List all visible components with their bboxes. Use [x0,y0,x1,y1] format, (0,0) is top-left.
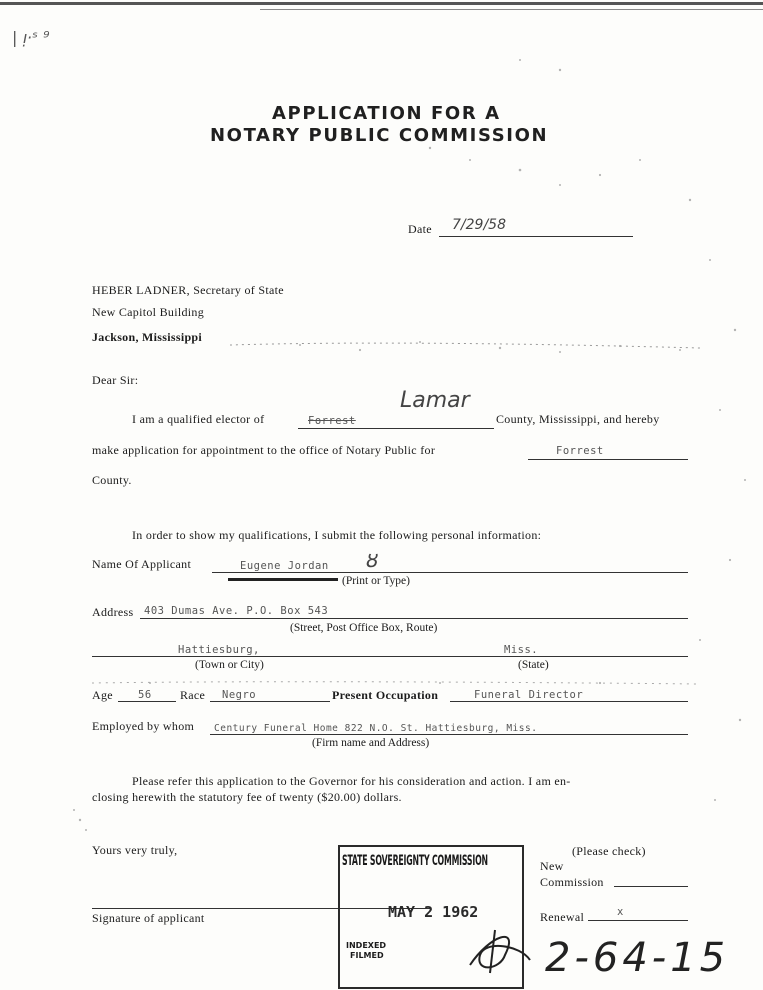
county-underline [298,428,494,429]
address-underline [140,618,688,619]
city-underline [92,656,688,657]
county2-underline [528,459,688,460]
race-label: Race [180,688,206,702]
date-underline [439,236,633,237]
please-check: (Please check) [572,844,646,858]
date-label: Date [408,222,432,236]
occupation-underline [450,701,688,702]
addressee-line-3: Jackson, Mississippi [92,330,203,344]
file-number: 2-64-15 [545,935,730,981]
name-mark: ȣ [366,548,379,572]
commission-label: Commission [540,875,604,889]
state-value: Miss. [504,644,539,656]
state-hint: (State) [518,659,549,671]
addressee-line-1: HEBER LADNER, Secretary of State [92,283,284,297]
county-word: County. [92,473,132,487]
county2-value: Forrest [556,445,604,457]
city-value: Hattiesburg, [178,644,260,656]
new-label: New [540,859,564,873]
new-commission-line [614,886,688,887]
employer-label: Employed by whom [92,719,195,733]
stamp-initials [460,925,540,975]
closing-line-2: closing herewith the statutory fee of twenty ($20.00) dollars. [92,790,402,804]
renewal-label: Renewal [540,910,585,924]
address-label: Address [92,605,134,619]
application-text: make application for appointment to the office of Notary Public for [92,443,436,457]
race-underline [210,701,330,702]
age-value: 56 [138,689,152,701]
county-handwritten: Lamar [400,388,470,413]
name-value: Eugene Jordan [240,560,329,572]
salutation: Dear Sir: [92,373,139,387]
date-value: 7/29/58 [452,217,506,233]
qualifications-text: In order to show my qualifications, I submit the following personal information: [132,528,542,542]
closing-line-1: Please refer this application to the Governor for his consideration and action. I am en- [132,774,571,788]
stamp-date: MAY 2 1962 [388,903,479,921]
title-line-1: APPLICATION FOR A [272,103,501,124]
signature-label: Signature of applicant [92,911,205,925]
address-value: 403 Dumas Ave. P.O. Box 543 [144,605,329,617]
name-strike [228,578,338,581]
addressee-line-2: New Capitol Building [92,305,204,319]
occupation-value: Funeral Director [474,689,584,701]
stamp-filmed: FILMED [350,951,384,960]
corner-mark: | ᴉ·ˢ ⁹ [12,28,50,47]
race-value: Negro [222,689,257,701]
county-value: Forrest [308,415,356,427]
scan-top-edge [0,2,763,5]
name-hint: (Print or Type) [342,575,410,587]
name-label: Name Of Applicant [92,557,192,571]
employer-hint: (Firm name and Address) [312,737,430,749]
occupation-label: Present Occupation [332,688,439,702]
sovereignty-commission-stamp [338,845,524,989]
renewal-line [588,920,688,921]
name-underline [212,572,688,573]
elector-text: I am a qualified elector of [132,412,265,426]
county-mississippi-text: County, Mississippi, and hereby [496,412,660,426]
stamp-indexed: INDEXED [346,941,387,950]
scan-top-edge-2 [260,9,763,10]
stamp-title: STATE SOVEREIGNTY COMMISSION [342,853,488,869]
employer-underline [210,734,688,735]
city-hint: (Town or City) [195,659,264,671]
renewal-mark: x [617,906,624,918]
title-line-2: NOTARY PUBLIC COMMISSION [210,125,549,146]
address-hint: (Street, Post Office Box, Route) [290,622,438,634]
age-underline [118,701,176,702]
yours-truly: Yours very truly, [92,843,178,857]
employer-value: Century Funeral Home 822 N.O. St. Hattiesburg, Miss. [214,723,538,734]
age-label: Age [92,688,113,702]
